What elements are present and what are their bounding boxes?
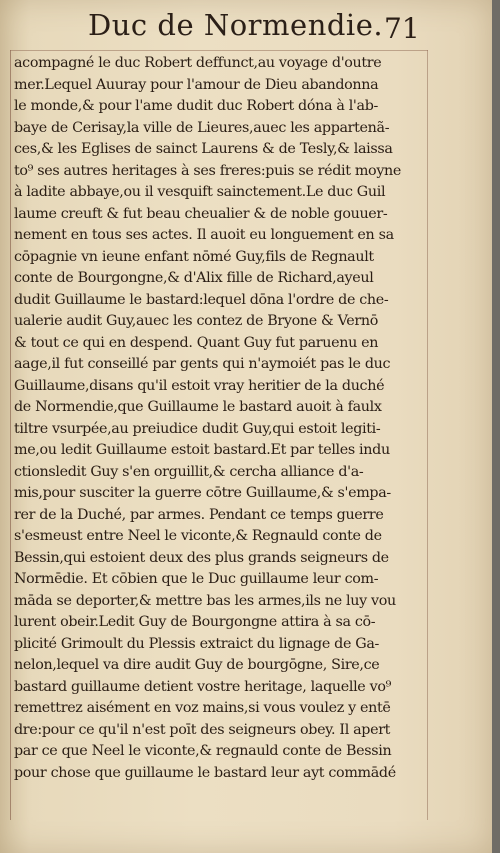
text-line: māda se deporter,& mettre bas les armes,ils ne luy vou (14, 592, 396, 609)
text-line: laume creuft & fut beau cheualier & de noble gouuer- (14, 205, 388, 222)
text-line: nelon,lequel va dire audit Guy de bourgōgne, Sire,ce (14, 657, 380, 673)
text-line: Normēdie. Et cōbien que le Duc guillaume leur com- (14, 571, 379, 587)
page-edge (492, 0, 500, 853)
text-line: mis,pour susciter la guerre cōtre Guillaume,& s'empa- (14, 485, 391, 501)
text-line: acompagné le duc Robert deffunct,au voyage d'outre (14, 55, 382, 71)
text-line: Guillaume,disans qu'il estoit vray heritier de la duché (14, 377, 385, 394)
right-margin-rule (427, 50, 428, 820)
text-line: nement en tous ses actes. Il auoit eu longuement en sa (14, 227, 394, 243)
left-margin-rule (10, 50, 11, 820)
text-line: to⁹ ses autres heritages à ses freres:puis se rédit moyne (14, 162, 402, 179)
text-line: lurent obeir.Ledit Guy de Bourgongne attira à sa cō- (14, 614, 376, 630)
text-line: aage,il fut conseillé par gents qui n'aymoiét pas le duc (14, 356, 391, 372)
text-line: & tout ce qui en despend. Quant Guy fut paruenu en (14, 334, 379, 351)
text-line: Bessin,qui estoient deux des plus grands seigneurs de (14, 549, 389, 566)
text-line: dudit Guillaume le bastard:lequel dōna l'ordre de che- (14, 291, 389, 308)
text-line: de Normendie,que Guillaume le bastard auoit à faulx (14, 399, 382, 415)
text-line: à ladite abbaye,ou il vesquift sainctement.Le duc Guil (14, 184, 386, 200)
body-text (14, 53, 418, 784)
text-line: dre:pour ce qu'il n'est poīt des seigneurs obey. Il apert (14, 721, 391, 738)
text-line: tiltre vsurpée,au preiudice dudit Guy,qui estoit legiti- (14, 420, 381, 437)
text-line: rer de la Duché, par armes. Pendant ce temps guerre (14, 506, 384, 523)
text-line: ualerie audit Guy,auec les contez de Bryone & Vernō (14, 313, 378, 329)
text-line: cōpagnie vn ieune enfant nōmé Guy,fils de Regnault (14, 248, 374, 265)
text-line: mer.Lequel Auuray pour l'amour de Dieu abandonna (14, 76, 379, 93)
text-line: bastard guillaume detient vostre heritage, laquelle vo⁹ (14, 678, 391, 695)
header-rule (10, 50, 428, 51)
text-line: pour chose que guillaume le bastard leur ayt commādé (14, 764, 396, 781)
text-line: conte de Bourgongne,& d'Alix fille de Richard,ayeul (14, 270, 374, 286)
text-line: s'esmeust entre Neel le viconte,& Regnauld conte de (14, 528, 382, 544)
text-line: remettrez aisément en voz mains,si vous voulez y entē (14, 700, 391, 716)
text-line: me,ou ledit Guillaume estoit bastard.Et par telles indu (14, 442, 390, 458)
text-line: par ce que Neel le viconte,& regnauld conte de Bessin (14, 743, 392, 759)
page-number: 71 (384, 12, 420, 45)
page-header (0, 6, 492, 50)
text-line: plicité Grimoult du Plessis extraict du lignage de Ga- (14, 635, 379, 652)
text-line: le monde,& pour l'ame dudit duc Robert dóna à l'ab- (14, 98, 378, 114)
text-line: ctionsledit Guy s'en orguillit,& cercha alliance d'a- (14, 463, 364, 480)
running-title: Duc de Normendie. (88, 8, 384, 42)
text-line: ces,& les Eglises de sainct Laurens & de Tesly,& laissa (14, 141, 393, 157)
text-line: baye de Cerisay,la ville de Lieures,auec les appartenã- (14, 119, 390, 136)
